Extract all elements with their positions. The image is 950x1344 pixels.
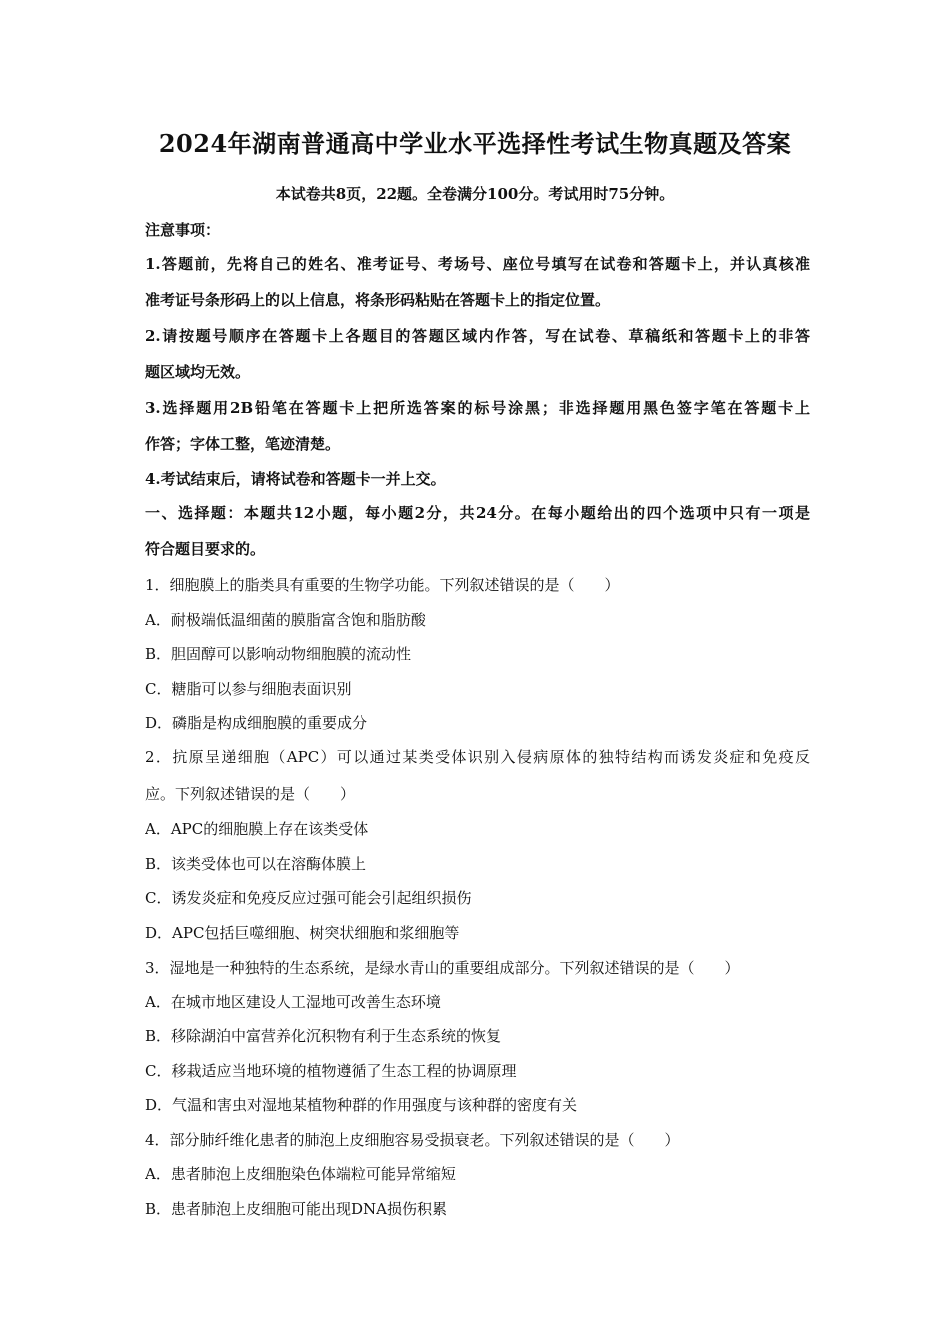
question-2-option-c: C．诱发炎症和免疫反应过强可能会引起组织损伤: [145, 889, 472, 907]
notice-item-3-line-2: 作答；字体工整，笔迹清楚。: [145, 435, 341, 453]
question-3-stem: 3．湿地是一种独特的生态系统，是绿水青山的重要组成部分。下列叙述错误的是（ ）: [145, 959, 740, 977]
section-heading-line-1: 一、选择题：本题共12小题，每小题2分，共24分。在每小题给出的四个选项中只有一项是: [145, 504, 810, 522]
question-1-option-b: B．胆固醇可以影响动物细胞膜的流动性: [145, 645, 412, 663]
question-4-option-b: B．患者肺泡上皮细胞可能出现DNA损伤积累: [145, 1200, 448, 1218]
question-3-option-d: D．气温和害虫对湿地某植物种群的作用强度与该种群的密度有关: [145, 1096, 578, 1114]
question-1-stem: 1．细胞膜上的脂类具有重要的生物学功能。下列叙述错误的是（ ）: [145, 576, 620, 594]
notice-heading: 注意事项：: [145, 221, 221, 239]
question-1-option-a: A．耐极端低温细菌的膜脂富含饱和脂肪酸: [145, 611, 426, 629]
question-2-option-d: D．APC包括巨噬细胞、树突状细胞和浆细胞等: [145, 924, 460, 942]
exam-title: 2024年湖南普通高中学业水平选择性考试生物真题及答案: [158, 129, 792, 158]
notice-item-2-line-1: 2.请按题号顺序在答题卡上各题目的答题区域内作答，写在试卷、草稿纸和答题卡上的非答: [145, 327, 810, 345]
question-1-option-c: C．糖脂可以参与细胞表面识别: [145, 680, 352, 698]
question-4-stem: 4．部分肺纤维化患者的肺泡上皮细胞容易受损衰老。下列叙述错误的是（ ）: [145, 1131, 680, 1149]
notice-item-4: 4.考试结束后，请将试卷和答题卡一并上交。: [145, 470, 446, 488]
question-3-option-b: B．移除湖泊中富营养化沉积物有利于生态系统的恢复: [145, 1027, 502, 1045]
question-3-option-c: C．移栽适应当地环境的植物遵循了生态工程的协调原理: [145, 1062, 517, 1080]
section-heading-line-2: 符合题目要求的。: [145, 540, 266, 558]
question-1-option-d: D．磷脂是构成细胞膜的重要成分: [145, 714, 368, 732]
question-2-stem-line-2: 应。下列叙述错误的是（ ）: [145, 785, 356, 803]
notice-item-3-line-1: 3.选择题用2B铅笔在答题卡上把所选答案的标号涂黑；非选择题用黑色签字笔在答题卡上: [145, 399, 810, 417]
notice-item-1-line-1: 1.答题前，先将自己的姓名、准考证号、考场号、座位号填写在试卷和答题卡上，并认真核准: [145, 255, 810, 273]
question-2-option-a: A．APC的细胞膜上存在该类受体: [145, 820, 369, 838]
question-2-stem-line-1: 2．抗原呈递细胞（APC）可以通过某类受体识别入侵病原体的独特结构而诱发炎症和免疫反: [145, 748, 810, 766]
question-3-option-a: A．在城市地区建设人工湿地可改善生态环境: [145, 993, 441, 1011]
notice-item-2-line-2: 题区域均无效。: [145, 363, 251, 381]
question-2-option-b: B．该类受体也可以在溶酶体膜上: [145, 855, 367, 873]
exam-intro: 本试卷共8页，22题。全卷满分100分。考试用时75分钟。: [275, 185, 675, 203]
question-4-option-a: A．患者肺泡上皮细胞染色体端粒可能异常缩短: [145, 1165, 456, 1183]
notice-item-1-line-2: 准考证号条形码上的以上信息，将条形码粘贴在答题卡上的指定位置。: [145, 291, 611, 309]
